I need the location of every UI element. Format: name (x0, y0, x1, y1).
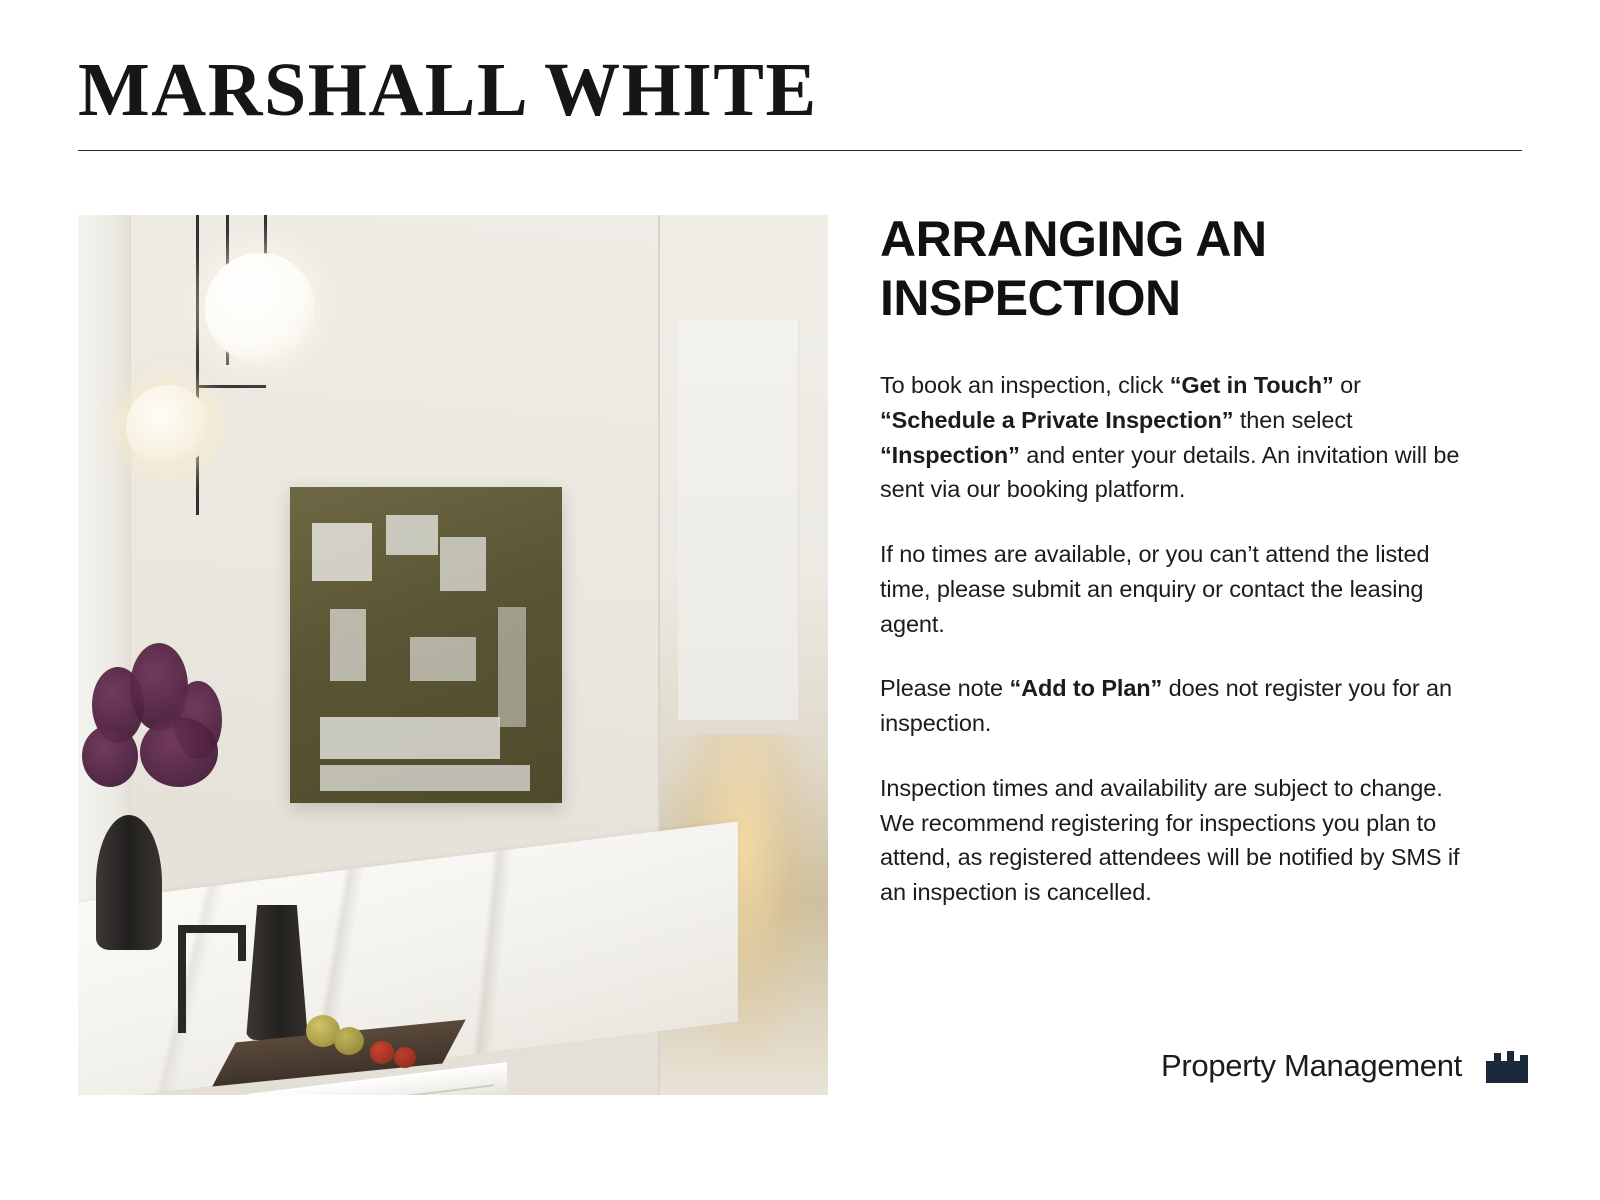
body-text: does not register you for an inspection. (880, 675, 1452, 737)
body-text: Please note (880, 675, 1010, 702)
footer (1060, 1048, 1530, 1084)
page-title: ARRANGING AN INSPECTION (880, 211, 1267, 326)
footer-label: Property Management (1160, 1048, 1462, 1083)
paragraph-add-to-plan (880, 671, 1480, 741)
brand-title: MARSHALL WHITE (78, 48, 818, 132)
wall-artwork (290, 487, 562, 803)
tap-body (178, 925, 186, 1033)
hallway-cabinet (678, 320, 799, 720)
marshall-white-monogram-icon (1484, 1049, 1530, 1083)
paragraph-no-times (880, 537, 1480, 641)
paragraph-subject-to-change (880, 771, 1480, 910)
pendant-globe-large (205, 253, 315, 363)
body-text: or (1333, 372, 1361, 398)
pendant-crossbar (196, 385, 266, 388)
body-text: To book an inspection, click (880, 372, 1170, 398)
lilac-bloom (82, 725, 138, 787)
tap-arm (178, 925, 246, 933)
pear-fruit (334, 1027, 364, 1055)
lilac-bloom (140, 717, 218, 787)
body-copy (880, 368, 1480, 910)
emphasis-text: “Schedule a Private Inspection” (880, 406, 1234, 433)
emphasis-text: “Inspection” (880, 441, 1020, 468)
header-divider (78, 150, 1522, 151)
content-column (880, 210, 1480, 910)
tap-spout (238, 925, 246, 961)
paragraph-booking (880, 368, 1480, 507)
tomato-fruit (370, 1041, 394, 1064)
body-text: If no times are available, or you can’t attend the listed time, please submit an enquiry or contact the leasing agent. (880, 541, 1430, 637)
body-text: Inspection times and availability are subject to change. We recommend registering for inspections you plan to attend, as registered attendees will be notified by SMS if an inspection is cancelled. (880, 774, 1460, 906)
brand-header (78, 48, 1522, 151)
flower-vase (96, 815, 162, 950)
emphasis-text: “Add to Plan” (1009, 675, 1163, 702)
body-text: and enter your details. An invitation will be sent via our booking platform. (880, 441, 1460, 503)
hero-image (78, 215, 828, 1095)
body-text: then select (1233, 406, 1353, 433)
emphasis-text: “Get in Touch” (1169, 372, 1334, 398)
pendant-globe-small (126, 385, 210, 469)
tomato-fruit (394, 1047, 416, 1068)
hero-image-background (78, 215, 828, 1095)
